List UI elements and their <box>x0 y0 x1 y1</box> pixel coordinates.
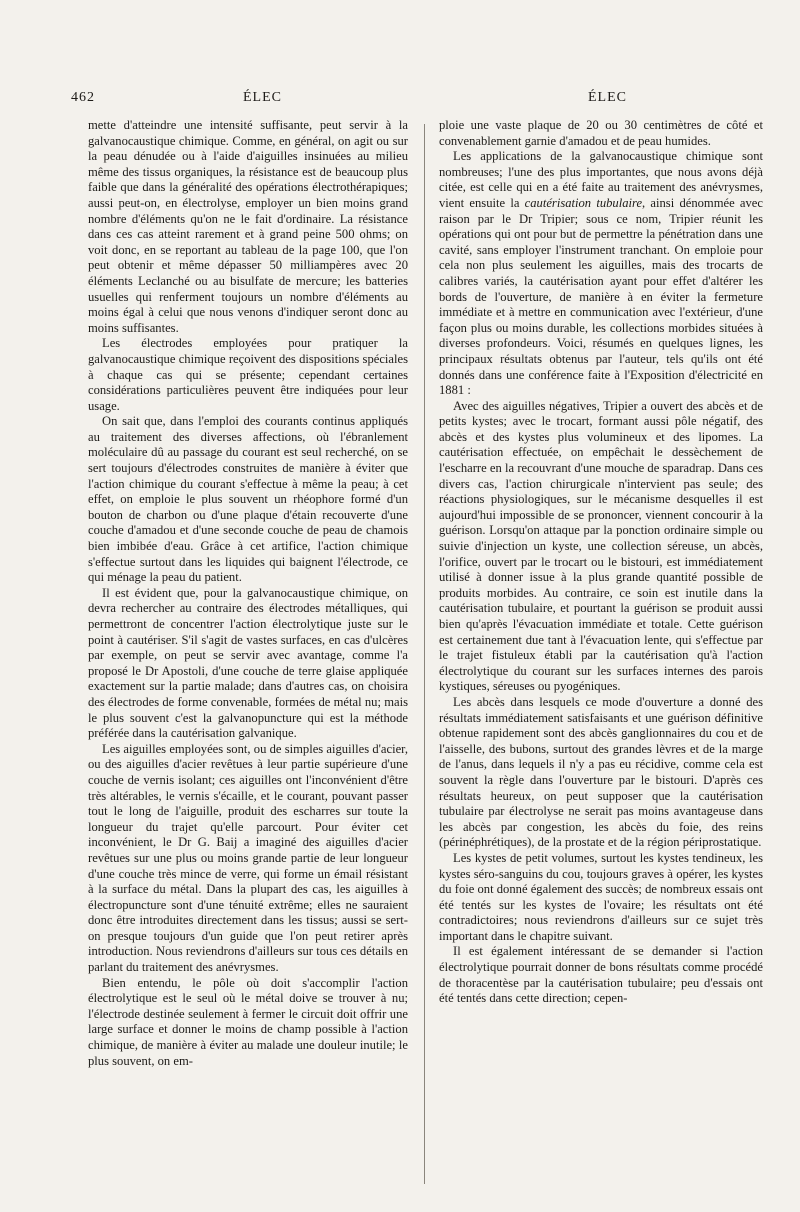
paragraph-text: Les applications de la galvanocaustique chimique sont nombreuses; l'une des plus importantes, que nous avons déjà citée, est celle qui en a été faite au traitement des anévrysmes, vient ensuite la <box>439 149 763 210</box>
page-number: 462 <box>71 90 95 105</box>
paragraph: Les abcès dans lesquels ce mode d'ouverture a donné des résultats immédiatement satisfaisants et une guérison définitive obtenue rapidement sont des abcès ganglionnaires du cou et de l'aisselle, des bubons, surtout des grandes lèvres et de la marge de l'anus, dans lequels il n'y a pas eu récidive, comme cela est souvent la règle dans l'ouverture par le bistouri. D'après ces résultats heureux, on peut supposer que la cautérisation tubulaire par électrolyse ne serait pas moins avantageuse dans les abcès par congestion, les abcès du foie, des reins (périnéphrétiques), de la prostate et de la région périprostatique. <box>439 694 763 850</box>
paragraph: Les kystes de petit volumes, surtout les kystes tendineux, les kystes séro-sanguins du cou, toujours graves à opérer, les kystes du foie ont donné également des succès; de nombreux essais ont été tentés sur les kystes de l'ovaire; les résultats ont été contradictoires; nous reviendrons d'ailleurs sur ce sujet très important dans le chapitre suivant. <box>439 850 763 943</box>
paragraph: Il est évident que, pour la galvanocaustique chimique, on devra rechercher au contraire des électrodes métalliques, qui permettront de concentrer l'action électrolytique juste sur le point à cautériser. S'il s'agit de vastes surfaces, en cas d'ulcères par exemple, on peut se servir avec avantage, comme l'a proposé le Dr Apostoli, d'une couche de terre glaise appliquée exactement sur la partie malade; dans d'autres cas, on choisira des électrodes de forme convenable, formées de métal nu; mais le plus souvent c'est la galvanopuncture qui est la méthode préférée dans la cautérisation galvanique. <box>88 585 408 741</box>
running-head-right: ÉLEC <box>588 90 627 105</box>
left-column <box>88 118 408 1198</box>
column-divider <box>424 124 425 1184</box>
paragraph: Il est également intéressant de se demander si l'action électrolytique pourrait donner de bons résultats comme procédé de thoracentèse par la cautérisation tubulaire; peu d'essais ont été tentés dans cette direction; cepen- <box>439 944 763 1006</box>
paragraph: Les aiguilles employées sont, ou de simples aiguilles d'acier, ou des aiguilles d'acier revêtues à leur partie supérieure d'une couche de vernis isolant; ces aiguilles ont l'inconvénient d'être très altérables, le vernis s'écaille, et le courant, pouvant passer tout le long de l'aiguille, produit des escharres sur toute la longueur du trajet qu'elle parcourt. Pour éviter cet inconvénient, le Dr G. Baij a imaginé des aiguilles d'acier revêtues sur une plus ou moins grande partie de leur longueur d'une couche très mince de verre, qui forme un émail résistant à la surface du métal. Dans la plupart des cas, les aiguilles à électropuncture sont d'une ténuité extrême; elles ne sauraient donc être introduites directement dans les tissus; aussi se sert-on presque toujours d'un guide que l'on peut retirer après introduction. Nous reviendrons d'ailleurs sur tous ces détails en parlant du traitement des anévrysmes. <box>88 741 408 975</box>
paragraph: On sait que, dans l'emploi des courants continus appliqués au traitement des diverses affections, où l'ébranlement moléculaire dû au passage du courant est seul recherché, on se sert toujours d'électrodes construites de manière à éviter que l'action chimique du courant s'effectue à même la peau; à cet effet, on emploie le plus souvent un rhéophore formé d'un bouton de charbon ou d'une plaque d'étain recouverte d'une couche d'amadou et d'une seconde couche de peau de chamois bien imbibée d'eau. Grâce à cet artifice, l'action chimique s'effectue surtout dans les liquides qui baignent l'électrode, ce qui ménage la peau du patient. <box>88 414 408 585</box>
paragraph <box>439 149 763 399</box>
paragraph: ploie une vaste plaque de 20 ou 30 centimètres de côté et convenablement garnie d'amadou et de peau humides. <box>439 118 763 148</box>
italic-term: cautérisation tubulaire <box>524 195 643 210</box>
paragraph: Avec des aiguilles négatives, Tripier a ouvert des abcès et de petits kystes; avec le trocart, formant aussi pôle négatif, des abcès et des kystes plus volumineux et des lipomes. La cautérisation effectuée, on empêchait le dessèchement de l'escharre en la recouvrant d'une mouche de sparadrap. Dans ces divers cas, l'action chirurgicale n'intervient pas seule; des réactions physiologiques, sur le mécanisme desquelles il est aujourd'hui impossible de se prononcer, viennent concourir à la guérison. Lorsqu'on attaque par la ponction ordinaire simple ou suivie d'injection un kyste, une collection séreuse, un abcès, l'orifice, ouvert par le trocart ou le bistouri, est immédiatement utilisé à donner issue à la plus grande quantité possible de produits morbides. Au contraire, ce soin est inutile dans la cautérisation tubulaire, et pourtant la guérison se produit aussi bien qu'après l'évacuation immédiate et totale. Cette guérison est certainement due tant à l'évacuation lente, qui s'effectue par le trajet fistuleux établi par la cautérisation qu'à l'action électrolytique du courant sur les surfaces internes des parois kystiques, séreuses ou pyogéniques. <box>439 398 763 694</box>
paragraph: Les électrodes employées pour pratiquer la galvanocaustique chimique reçoivent des dispositions spéciales à chaque cas qui se présente; cependant certaines considérations particulières peuvent être indiquées pour leur usage. <box>88 336 408 413</box>
paragraph: mette d'atteindre une intensité suffisante, peut servir à la galvanocaustique chimique. Comme, en général, on agit ou sur la peau dénudée ou à l'aide d'aiguilles insinuées au milieu même des tissus organiques, la résistance est de beaucoup plus faible que dans la généralité des opérations électrothérapiques; aussi peut-on, en électrolyse, employer un bien moins grand nombre d'éléments qu'on ne le fait d'ordinaire. La résistance dans ces cas atteint rarement et à grand peine 500 ohms; on voit donc, en se reportant au tableau de la page 100, que l'on peut obtenir et même dépasser 50 milliampères avec 20 éléments Leclanché ou au bisulfate de mercure; les batteries usuelles qui renferment toujours un nombre d'éléments au moins égal à celui que nous venons d'indiquer seront donc au moins suffisantes. <box>88 118 408 335</box>
paragraph: Bien entendu, le pôle où doit s'accomplir l'action électrolytique est le seul où le métal doive se trouver à nu; l'électrode destinée seulement à fermer le circuit doit offrir une large surface et donner le moins de champ possible à l'action chimique, de manière à éviter au malade une douleur inutile; le plus souvent, on em- <box>88 975 408 1068</box>
running-head-left: ÉLEC <box>243 90 282 105</box>
right-column <box>439 118 763 1198</box>
page-header <box>0 90 800 110</box>
paragraph-text: , ainsi dénommée avec raison par le Dr Tripier; sous ce nom, Tripier réunit les opérations qui ont pour but de permettre la pénétration dans une cavité, sans employer l'instrument tranchant. On emploie pour cela non plus seulement les aiguilles, mais des trocarts de calibres variés, la cautérisation ayant pour effet d'altérer les bords de l'ouverture, de manière à en éviter la fermeture immédiate et à mettre en communication avec l'extérieur, d'une façon plus ou moins durable, les collections morbides situées à diverses profondeurs. Voici, résumés en quelques lignes, les principaux résultats obtenus par l'auteur, tels qu'ils ont été donnés dans une conférence faite à l'Exposition d'électricité en 1881 : <box>439 195 763 398</box>
